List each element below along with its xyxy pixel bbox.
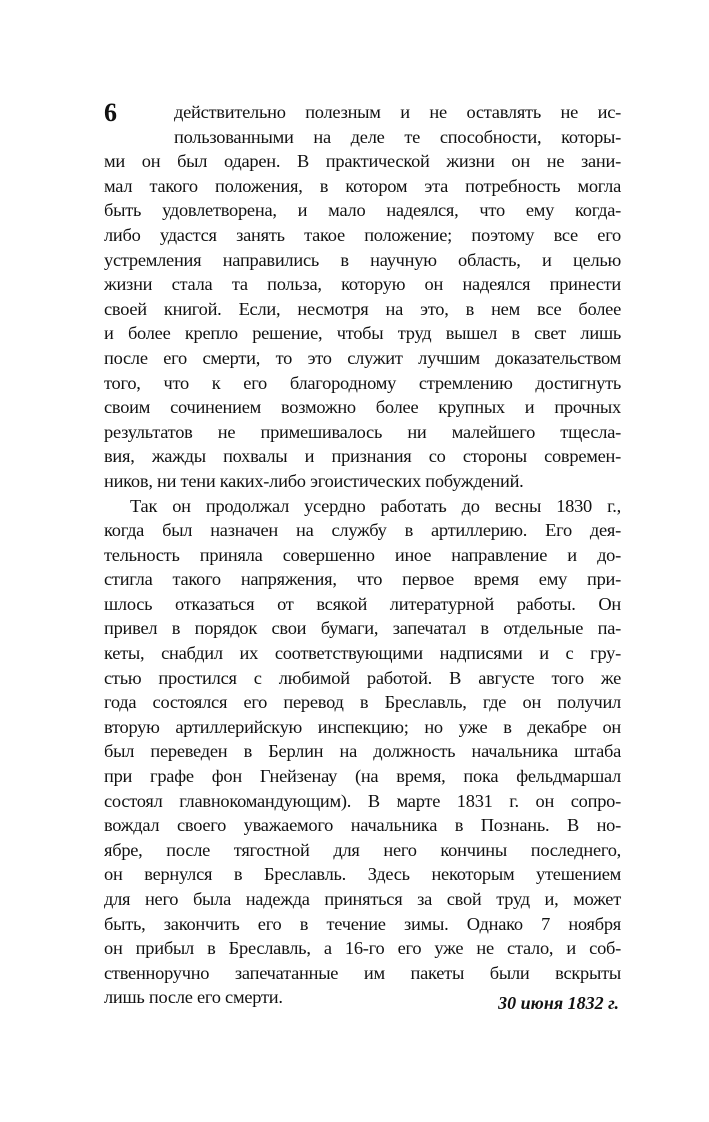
text-line: своей книгой. Если, несмотря на это, в нем все более (104, 298, 621, 319)
text-line: устремления направились в научную область, и целью (104, 249, 621, 270)
text-line: результатов не примешивалось ни малейшего тщесла- (104, 421, 621, 442)
body-text (104, 100, 621, 1010)
text-line: состоял главнокомандующим). В марте 1831 г. он сопро- (104, 790, 621, 811)
text-line: и более крепло решение, чтобы труд вышел в свет лишь (104, 323, 621, 344)
text-line: шлось отказаться от всякой литературной работы. Он (104, 593, 621, 614)
text-line: лишь после его смерти. (104, 987, 283, 1008)
text-line: он вернулся в Бреславль. Здесь некоторым утешением (104, 864, 621, 885)
text-line: года состоялся его перевод в Бреславль, где он получил (104, 692, 621, 713)
paragraph (104, 494, 621, 1010)
text-line: быть удовлетворена, и мало надеялся, что ему когда- (104, 200, 621, 221)
text-line: мал такого положения, в котором эта потребность могла (104, 175, 621, 196)
text-line: своим сочинением возможно более крупных и прочных (104, 397, 621, 418)
signature-date: 30 июня 1832 г. (498, 993, 619, 1013)
text-line: при графе фон Гнейзенау (на время, пока фельдмаршал (104, 766, 621, 787)
text-line: стигла такого напряжения, что первое время ему при- (104, 569, 621, 590)
text-line: того, что к его благородному стремлению достигнуть (104, 372, 621, 393)
text-line: ябре, после тягостной для него кончины последнего, (104, 839, 621, 860)
text-line: тельность приняла совершенно иное направление и до- (104, 544, 621, 565)
paragraph (104, 100, 621, 494)
text-line: кеты, снабдил их соответствующими надписями и с гру- (104, 643, 621, 664)
text-line: был переведен в Берлин на должность начальника штаба (104, 741, 621, 762)
text-line: вия, жажды похвалы и признания со стороны современ- (104, 446, 621, 467)
text-line: ственноручно запечатанные им пакеты были вскрыты (104, 962, 621, 983)
text-line: жизни стала та польза, которую он надеялся принести (104, 274, 621, 295)
text-line: либо удастся занять такое положение; поэтому все его (104, 224, 621, 245)
page-number: 6 (104, 98, 117, 127)
text-line: привел в порядок свои бумаги, запечатал в отдельные па- (104, 618, 621, 639)
text-line: пользованными на деле те способности, которы- (174, 126, 621, 147)
text-line: действительно полезным и не оставлять не ис- (174, 102, 621, 122)
text-line: стью простился с любимой работой. В августе того же (104, 667, 621, 688)
text-line: Так он продолжал усердно работать до весны 1830 г., (130, 495, 621, 516)
text-line: вождал своего уважаемого начальника в Познань. В но- (104, 815, 621, 836)
text-line: ми он был одарен. В практической жизни он не зани- (104, 151, 621, 172)
text-line: ников, ни тени каких-либо эгоистических побуждений. (104, 470, 524, 491)
text-line: когда был назначен на службу в артиллерию. Его дея- (104, 520, 621, 541)
text-line: после его смерти, то это служит лучшим доказательством (104, 347, 621, 368)
text-line: быть, закончить его в течение зимы. Однако 7 ноября (104, 913, 621, 934)
text-line: он прибыл в Бреславль, а 16-го его уже не стало, и соб- (104, 938, 621, 959)
text-line: для него была надежда приняться за свой труд и, может (104, 889, 621, 909)
text-line: вторую артиллерийскую инспекцию; но уже в декабре он (104, 716, 621, 737)
